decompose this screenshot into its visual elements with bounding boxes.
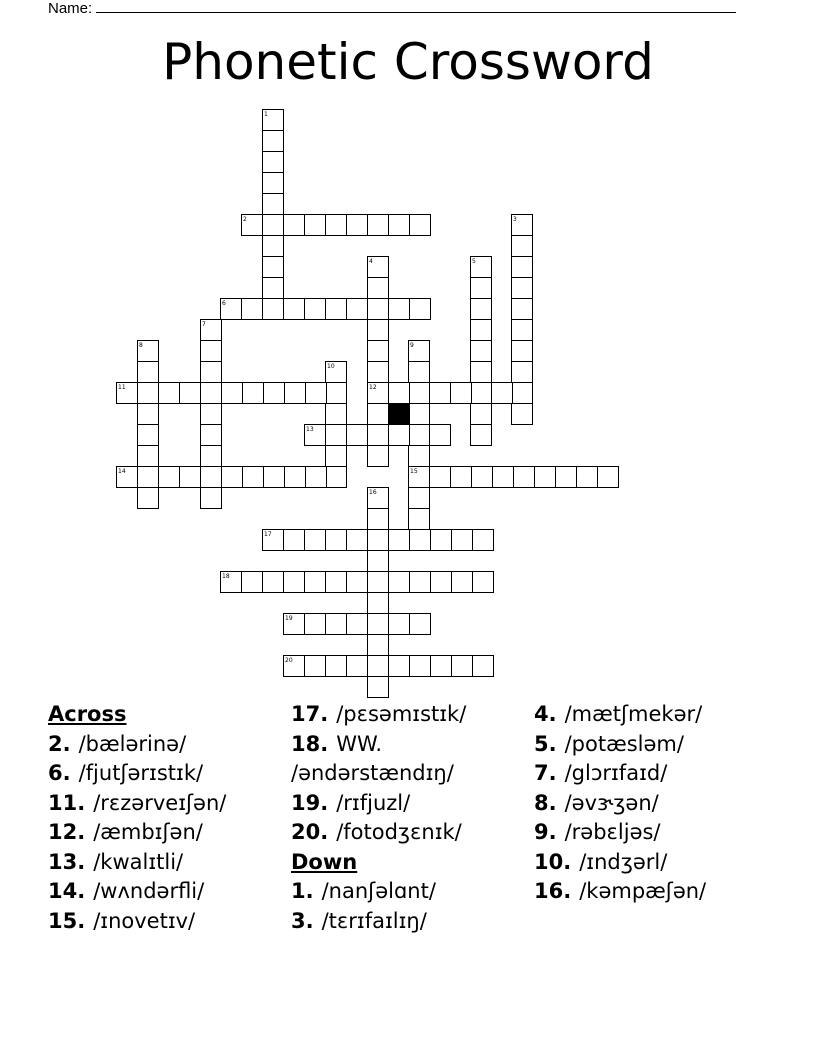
down-clue [534,848,706,878]
grid-cell[interactable] [410,215,431,236]
clue-number-8: 8 [139,342,143,349]
grid-cell[interactable] [138,362,159,383]
grid-cell[interactable] [368,635,389,656]
grid-cell[interactable] [222,467,243,488]
grid-cell[interactable] [430,425,451,446]
grid-cell[interactable] [431,656,452,677]
grid-cell[interactable] [347,215,368,236]
clue-text: /ɪnovetɪv/ [93,908,196,933]
clue-number: 10. [534,849,572,874]
grid-cell[interactable] [326,404,347,425]
grid-cell[interactable] [471,299,492,320]
clue-number-1: 1 [264,111,268,118]
grid-cell[interactable] [409,362,430,383]
across-clue [291,700,466,730]
across-heading: Across [48,702,127,726]
grid-cell[interactable] [326,299,347,320]
grid-cell[interactable] [368,320,389,341]
across-clue [48,789,226,819]
grid-cell[interactable] [263,215,284,236]
clue-text: /rɪfjuzl/ [336,790,411,815]
grid-cell[interactable] [409,425,430,446]
grid-cell[interactable] [512,362,533,383]
grid-cell[interactable] [368,593,389,614]
grid-cell[interactable] [305,614,326,635]
clue-number: 19. [291,790,329,815]
clue-number: 13. [48,849,86,874]
grid-cell[interactable] [243,467,264,488]
grid-cell[interactable] [473,572,494,593]
grid-cell[interactable] [138,425,159,446]
clue-text: /æmbɪʃən/ [93,820,203,844]
grid-cell[interactable] [201,446,222,467]
grid-cell[interactable] [222,383,243,404]
grid-cell[interactable] [514,467,535,488]
grid-cell[interactable] [368,299,389,320]
grid-cell[interactable] [389,572,410,593]
grid-cell[interactable] [368,614,389,635]
grid-cell[interactable] [201,383,222,404]
clue-text: /tɛrɪfaɪlɪŋ/ [321,908,427,933]
grid-cell[interactable] [492,383,513,404]
grid-cell[interactable] [409,509,430,530]
clue-text: WW. [336,731,382,756]
grid-cell[interactable] [201,467,222,488]
clue-number: 1. [291,879,314,903]
grid-cell[interactable] [138,404,159,425]
grid-cell[interactable] [306,467,327,488]
clue-text: /bælərinə/ [78,731,187,756]
clue-number-12: 12 [369,384,377,391]
name-label: Name: [48,0,93,17]
clue-number-5: 5 [472,258,476,265]
grid-cell[interactable] [512,236,533,257]
grid-cell[interactable] [284,572,305,593]
down-clue [534,877,706,907]
grid-cell[interactable] [347,530,368,551]
grid-cell[interactable] [512,278,533,299]
grid-cell[interactable] [452,530,473,551]
across-clue [48,907,226,937]
clue-number: 8. [534,790,557,815]
grid-cell[interactable] [201,404,222,425]
clue-text: /əvɝʒən/ [564,790,659,815]
grid-cell[interactable] [452,572,473,593]
grid-cell[interactable] [180,383,201,404]
grid-cell[interactable] [243,383,264,404]
grid-cell[interactable] [326,215,347,236]
clue-number: 4. [534,702,557,726]
clue-number-10: 10 [327,363,335,370]
grid-cell[interactable] [201,362,222,383]
grid-cell[interactable] [347,656,368,677]
grid-cell[interactable] [368,215,389,236]
grid-cell[interactable] [326,656,347,677]
grid-cell[interactable] [138,446,159,467]
black-cell [389,404,410,425]
clue-number: 3. [291,908,314,933]
grid-cell[interactable] [368,278,389,299]
across-clue [48,759,226,789]
grid-cell[interactable] [471,341,492,362]
across-clue [48,818,226,848]
grid-cell[interactable] [284,215,305,236]
grid-cell[interactable] [306,383,327,404]
clue-text: /ɪndʒərl/ [579,849,668,874]
grid-cell[interactable] [452,656,473,677]
grid-cell[interactable] [409,446,430,467]
clue-text: /kəmpæʃən/ [579,879,707,903]
grid-cell[interactable] [368,530,389,551]
grid-cell[interactable] [368,404,389,425]
down-clue [534,730,706,760]
grid-cell[interactable] [138,383,159,404]
clue-text: /kwalɪtli/ [93,849,184,874]
clue-text: /wʌndərfli/ [93,879,205,903]
grid-cell[interactable] [512,257,533,278]
clue-number-7: 7 [202,321,206,328]
grid-cell[interactable] [368,425,389,446]
grid-cell[interactable] [347,425,368,446]
clue-number: 12. [48,820,86,844]
down-clue [534,759,706,789]
clue-text: /glɔrɪfaɪd/ [564,761,668,785]
grid-cell[interactable] [305,299,326,320]
grid-cell[interactable] [180,467,201,488]
grid-cell[interactable] [473,530,494,551]
grid-cell[interactable] [326,530,347,551]
grid-cell[interactable] [389,530,410,551]
clue-number: 7. [534,761,557,785]
grid-cell[interactable] [471,404,492,425]
grid-cell[interactable] [431,530,452,551]
across-clue [291,759,466,789]
across-clue [48,848,226,878]
clue-number-2: 2 [243,216,247,223]
grid-cell[interactable] [305,656,326,677]
clues-column-3 [534,700,706,907]
grid-cell[interactable] [430,383,451,404]
clue-text: /potæsləm/ [564,731,684,756]
grid-cell[interactable] [263,131,284,152]
grid-cell[interactable] [368,677,389,698]
grid-cell[interactable] [410,299,431,320]
grid-cell[interactable] [285,383,306,404]
grid-cell[interactable] [389,656,410,677]
grid-cell[interactable] [347,614,368,635]
grid-cell[interactable] [305,572,326,593]
grid-cell[interactable] [577,467,598,488]
grid-cell[interactable] [389,425,410,446]
clues-column-2 [291,700,466,936]
down-clue [291,877,466,907]
grid-cell[interactable] [471,278,492,299]
down-heading: Down [291,849,358,874]
grid-cell[interactable] [242,572,263,593]
clue-number: 11. [48,790,86,815]
grid-cell[interactable] [410,656,431,677]
grid-cell[interactable] [556,467,577,488]
grid-cell[interactable] [284,299,305,320]
grid-cell[interactable] [284,530,305,551]
clue-number: 17. [291,702,329,726]
grid-cell[interactable] [263,257,284,278]
grid-cell[interactable] [326,425,347,446]
clue-text: /rəbɛljəs/ [564,820,661,844]
grid-cell[interactable] [598,467,619,488]
clue-number: 14. [48,879,86,903]
grid-cell[interactable] [263,194,284,215]
across-clue [291,818,466,848]
grid-cell[interactable] [368,446,389,467]
grid-cell[interactable] [326,383,347,404]
grid-cell[interactable] [326,572,347,593]
grid-cell[interactable] [389,614,410,635]
grid-cell[interactable] [368,656,389,677]
grid-cell[interactable] [368,509,389,530]
clue-number: 6. [48,761,71,785]
grid-cell[interactable] [263,236,284,257]
grid-cell[interactable] [138,467,159,488]
grid-cell[interactable] [472,467,493,488]
clue-number-6: 6 [222,300,226,307]
grid-cell[interactable] [326,614,347,635]
grid-cell[interactable] [368,572,389,593]
down-clue [534,818,706,848]
across-clue [48,877,226,907]
grid-cell[interactable] [159,383,180,404]
grid-cell[interactable] [326,467,347,488]
grid-cell[interactable] [368,551,389,572]
clue-number-16: 16 [369,489,377,496]
grid-cell[interactable] [410,572,431,593]
grid-cell[interactable] [264,467,285,488]
grid-cell[interactable] [285,467,306,488]
clue-number: 5. [534,731,557,756]
grid-cell[interactable] [138,488,159,509]
grid-cell[interactable] [389,299,410,320]
grid-cell[interactable] [471,320,492,341]
clue-text: /pɛsəmɪstɪk/ [336,702,467,726]
clue-number-19: 19 [285,615,293,622]
grid-cell[interactable] [410,530,431,551]
clue-text: /fotodʒɛnɪk/ [336,820,462,844]
clue-number-18: 18 [222,573,230,580]
across-clue [48,730,226,760]
grid-cell[interactable] [389,215,410,236]
clue-number-3: 3 [513,216,517,223]
grid-cell[interactable] [263,152,284,173]
grid-cell[interactable] [409,488,430,509]
grid-cell[interactable] [451,467,472,488]
clue-text: /əndərstændɪŋ/ [291,761,454,785]
clue-number-20: 20 [285,657,293,664]
clue-number-11: 11 [118,384,126,391]
clue-text: /fjutʃərɪstɪk/ [78,761,204,785]
grid-cell[interactable] [368,362,389,383]
grid-cell[interactable] [159,467,180,488]
grid-cell[interactable] [409,383,430,404]
clue-text: /rɛzərveɪʃən/ [93,790,227,815]
grid-cell[interactable] [512,299,533,320]
down-clue [534,789,706,819]
grid-cell[interactable] [305,530,326,551]
grid-cell[interactable] [512,404,533,425]
grid-cell[interactable] [471,362,492,383]
down-clue [534,700,706,730]
grid-cell[interactable] [471,383,492,404]
clue-number: 15. [48,908,86,933]
grid-cell[interactable] [263,173,284,194]
grid-cell[interactable] [512,320,533,341]
grid-cell[interactable] [201,341,222,362]
grid-cell[interactable] [431,572,452,593]
grid-cell[interactable] [201,425,222,446]
page-title: Phonetic Crossword [162,33,654,91]
grid-cell[interactable] [242,299,263,320]
grid-cell[interactable] [263,299,284,320]
grid-cell[interactable] [512,341,533,362]
clue-number: 18. [291,731,329,756]
grid-cell[interactable] [264,383,285,404]
grid-cell[interactable] [389,383,410,404]
grid-cell[interactable] [430,467,451,488]
grid-cell[interactable] [410,614,431,635]
clue-number: 9. [534,820,557,844]
clue-text: /mætʃmekər/ [564,702,703,726]
grid-cell[interactable] [305,215,326,236]
down-clue [291,907,466,937]
grid-cell[interactable] [473,656,494,677]
clue-number-9: 9 [410,342,414,349]
clue-number-17: 17 [264,531,272,538]
across-clue [291,730,466,760]
clue-number-4: 4 [369,258,373,265]
grid-cell[interactable] [512,383,533,404]
clue-number: 16. [534,879,572,903]
grid-cell[interactable] [347,299,368,320]
grid-cell[interactable] [493,467,514,488]
grid-cell[interactable] [347,572,368,593]
grid-cell[interactable] [263,278,284,299]
clue-number: 20. [291,820,329,844]
clue-number-14: 14 [118,468,126,475]
grid-cell[interactable] [409,404,430,425]
grid-cell[interactable] [326,446,347,467]
grid-cell[interactable] [451,383,472,404]
grid-cell[interactable] [535,467,556,488]
grid-cell[interactable] [201,488,222,509]
grid-cell[interactable] [368,341,389,362]
clues-column-1 [48,700,226,936]
clue-number-13: 13 [306,426,314,433]
clue-number-15: 15 [410,468,418,475]
clue-text: /nanʃəlɑnt/ [321,879,436,903]
grid-cell[interactable] [263,572,284,593]
grid-cell[interactable] [471,425,492,446]
across-clue [291,789,466,819]
clue-number: 2. [48,731,71,756]
